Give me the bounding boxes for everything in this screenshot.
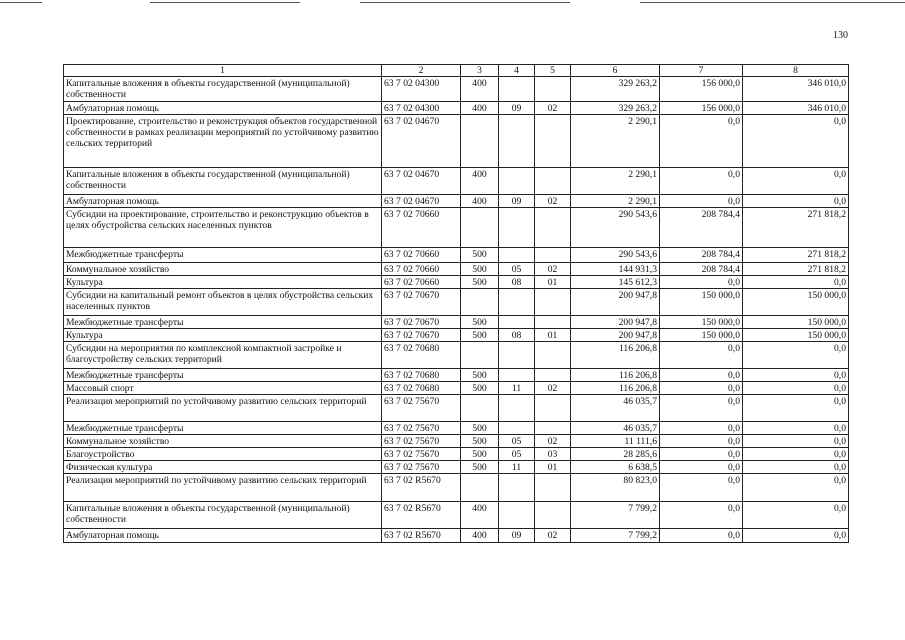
row-code: 63 7 02 04670 (382, 115, 461, 168)
row-code: 63 7 02 04300 (382, 102, 461, 115)
row-col4: 05 (499, 448, 535, 461)
row-col5 (535, 395, 571, 422)
row-col8-value: 346 010,0 (743, 102, 849, 115)
row-col3 (461, 474, 499, 502)
row-col7-value: 0,0 (660, 474, 743, 502)
table-row (64, 395, 849, 422)
row-col6-value: 6 638,5 (571, 461, 660, 474)
row-col7-value: 150 000,0 (660, 316, 743, 329)
row-col7-value: 156 000,0 (660, 102, 743, 115)
row-col8-value: 0,0 (743, 369, 849, 382)
row-col3: 400 (461, 77, 499, 102)
page-number: 130 (833, 30, 848, 41)
table-row (64, 502, 849, 529)
row-col8-value: 0,0 (743, 435, 849, 448)
row-name: Массовый спорт (64, 382, 382, 395)
row-col5 (535, 248, 571, 263)
row-col4: 09 (499, 195, 535, 208)
row-name: Капитальные вложения в объекты государственной (муниципальной) собственности (64, 168, 382, 195)
row-code: 63 7 02 70660 (382, 208, 461, 248)
table-row (64, 329, 849, 342)
header-cell: 5 (535, 65, 571, 77)
row-name: Культура (64, 329, 382, 342)
row-col7-value: 150 000,0 (660, 289, 743, 316)
row-col6-value: 145 612,3 (571, 276, 660, 289)
row-col4 (499, 342, 535, 369)
row-col4 (499, 168, 535, 195)
row-col5: 02 (535, 382, 571, 395)
row-col6-value: 200 947,8 (571, 289, 660, 316)
row-code: 63 7 02 70680 (382, 342, 461, 369)
table-row (64, 195, 849, 208)
row-col7-value: 0,0 (660, 502, 743, 529)
row-code: 63 7 02 70660 (382, 248, 461, 263)
row-col5: 02 (535, 263, 571, 276)
row-col8-value: 346 010,0 (743, 77, 849, 102)
row-col3: 500 (461, 422, 499, 435)
row-col6-value: 116 206,8 (571, 342, 660, 369)
row-name: Межбюджетные трансферты (64, 248, 382, 263)
row-col4 (499, 474, 535, 502)
row-col4: 08 (499, 276, 535, 289)
row-col4 (499, 395, 535, 422)
row-code: 63 7 02 75670 (382, 448, 461, 461)
row-col8-value: 271 818,2 (743, 263, 849, 276)
row-col4: 11 (499, 382, 535, 395)
row-col8-value: 0,0 (743, 382, 849, 395)
row-col4: 05 (499, 263, 535, 276)
row-col6-value: 28 285,6 (571, 448, 660, 461)
header-cell: 4 (499, 65, 535, 77)
row-col6-value: 290 543,6 (571, 208, 660, 248)
row-col4 (499, 502, 535, 529)
row-code: 63 7 02 75670 (382, 435, 461, 448)
row-code: 63 7 02 75670 (382, 422, 461, 435)
row-col6-value: 46 035,7 (571, 422, 660, 435)
row-col8-value: 0,0 (743, 422, 849, 435)
row-col8-value: 0,0 (743, 276, 849, 289)
row-col7-value: 0,0 (660, 422, 743, 435)
row-col3 (461, 208, 499, 248)
row-name: Культура (64, 276, 382, 289)
row-col8-value: 0,0 (743, 502, 849, 529)
row-col3: 500 (461, 276, 499, 289)
table-row (64, 529, 849, 543)
row-col8-value: 0,0 (743, 474, 849, 502)
row-col4 (499, 316, 535, 329)
row-col4: 09 (499, 529, 535, 543)
row-col5 (535, 77, 571, 102)
row-col4 (499, 369, 535, 382)
header-cell: 2 (382, 65, 461, 77)
header-cell: 6 (571, 65, 660, 77)
row-code: 63 7 02 R5670 (382, 502, 461, 529)
top-rule-right (640, 2, 905, 3)
row-name: Амбулаторная помощь (64, 102, 382, 115)
header-cell: 8 (743, 65, 849, 77)
row-col8-value: 271 818,2 (743, 248, 849, 263)
row-col5 (535, 502, 571, 529)
table-row (64, 461, 849, 474)
table-row (64, 102, 849, 115)
row-col7-value: 156 000,0 (660, 77, 743, 102)
row-col8-value: 0,0 (743, 342, 849, 369)
table-row (64, 422, 849, 435)
row-col6-value: 200 947,8 (571, 316, 660, 329)
row-col7-value: 150 000,0 (660, 329, 743, 342)
row-col5: 02 (535, 195, 571, 208)
row-name: Физическая культура (64, 461, 382, 474)
row-col7-value: 208 784,4 (660, 263, 743, 276)
row-col6-value: 290 543,6 (571, 248, 660, 263)
row-code: 63 7 02 R5670 (382, 529, 461, 543)
top-rule-left (0, 2, 42, 3)
row-code: 63 7 02 R5670 (382, 474, 461, 502)
row-col4 (499, 208, 535, 248)
header-cell: 7 (660, 65, 743, 77)
row-col7-value: 0,0 (660, 168, 743, 195)
row-col6-value: 200 947,8 (571, 329, 660, 342)
row-col7-value: 0,0 (660, 435, 743, 448)
row-code: 63 7 02 70680 (382, 382, 461, 395)
row-col4: 09 (499, 102, 535, 115)
row-code: 63 7 02 70670 (382, 289, 461, 316)
table-row (64, 382, 849, 395)
row-name: Коммунальное хозяйство (64, 435, 382, 448)
row-col6-value: 116 206,8 (571, 382, 660, 395)
top-rule-center-left (150, 2, 300, 3)
row-col6-value: 11 111,6 (571, 435, 660, 448)
row-col5 (535, 422, 571, 435)
row-col8-value: 0,0 (743, 168, 849, 195)
row-col6-value: 7 799,2 (571, 529, 660, 543)
row-col7-value: 0,0 (660, 342, 743, 369)
row-name: Коммунальное хозяйство (64, 263, 382, 276)
row-col5: 02 (535, 529, 571, 543)
row-col6-value: 2 290,1 (571, 195, 660, 208)
row-col5 (535, 168, 571, 195)
row-col4: 11 (499, 461, 535, 474)
row-code: 63 7 02 75670 (382, 461, 461, 474)
row-col8-value: 0,0 (743, 448, 849, 461)
row-name: Субсидии на проектирование, строительство и реконструкцию объектов в целях обустройства сельских населенных пунктов (64, 208, 382, 248)
row-code: 63 7 02 75670 (382, 395, 461, 422)
row-col5: 01 (535, 461, 571, 474)
row-col8-value: 271 818,2 (743, 208, 849, 248)
row-col7-value: 0,0 (660, 369, 743, 382)
row-col4: 08 (499, 329, 535, 342)
row-col3: 500 (461, 382, 499, 395)
row-col5 (535, 316, 571, 329)
table-row (64, 168, 849, 195)
row-col5: 01 (535, 329, 571, 342)
row-col5 (535, 342, 571, 369)
table-row (64, 248, 849, 263)
row-col4 (499, 248, 535, 263)
row-col5: 02 (535, 435, 571, 448)
row-col3: 500 (461, 263, 499, 276)
row-col8-value: 0,0 (743, 529, 849, 543)
row-name: Амбулаторная помощь (64, 195, 382, 208)
table-row (64, 77, 849, 102)
header-row (64, 65, 849, 77)
row-col7-value: 208 784,4 (660, 248, 743, 263)
table-row (64, 342, 849, 369)
row-col4: 05 (499, 435, 535, 448)
row-col5 (535, 369, 571, 382)
row-name: Межбюджетные трансферты (64, 316, 382, 329)
row-col5 (535, 208, 571, 248)
row-col5 (535, 115, 571, 168)
row-col6-value: 116 206,8 (571, 369, 660, 382)
table-row (64, 115, 849, 168)
row-code: 63 7 02 70660 (382, 263, 461, 276)
row-name: Проектирование, строительство и реконструкция объектов государственной собственности в рамках реализации мероприятий по устойчивому развитию сельских территорий (64, 115, 382, 168)
row-col7-value: 208 784,4 (660, 208, 743, 248)
row-name: Капитальные вложения в объекты государственной (муниципальной) собственности (64, 77, 382, 102)
row-col7-value: 0,0 (660, 395, 743, 422)
row-code: 63 7 02 04670 (382, 168, 461, 195)
row-col7-value: 0,0 (660, 448, 743, 461)
row-col8-value: 0,0 (743, 395, 849, 422)
row-col5 (535, 289, 571, 316)
row-col3: 500 (461, 461, 499, 474)
budget-table (63, 64, 849, 543)
row-name: Амбулаторная помощь (64, 529, 382, 543)
row-name: Субсидии на капитальный ремонт объектов в целях обустройства сельских населенных пунктов (64, 289, 382, 316)
row-col7-value: 0,0 (660, 461, 743, 474)
row-code: 63 7 02 70680 (382, 369, 461, 382)
row-col3: 500 (461, 248, 499, 263)
table-row (64, 276, 849, 289)
row-col6-value: 46 035,7 (571, 395, 660, 422)
row-col5: 02 (535, 102, 571, 115)
row-col5: 01 (535, 276, 571, 289)
row-code: 63 7 02 70660 (382, 276, 461, 289)
table-row (64, 448, 849, 461)
row-col3 (461, 115, 499, 168)
row-col4 (499, 77, 535, 102)
header-cell: 3 (461, 65, 499, 77)
row-name: Реализация мероприятий по устойчивому развитию сельских территорий (64, 395, 382, 422)
row-code: 63 7 02 70670 (382, 329, 461, 342)
row-col8-value: 150 000,0 (743, 289, 849, 316)
row-col6-value: 2 290,1 (571, 168, 660, 195)
row-col7-value: 0,0 (660, 382, 743, 395)
row-col3 (461, 342, 499, 369)
row-col3: 400 (461, 502, 499, 529)
row-col6-value: 144 931,3 (571, 263, 660, 276)
row-name: Благоустройство (64, 448, 382, 461)
row-col3: 500 (461, 369, 499, 382)
row-col6-value: 329 263,2 (571, 77, 660, 102)
row-name: Субсидии на мероприятия по комплексной компактной застройке и благоустройству сельских территорий (64, 342, 382, 369)
row-col4 (499, 289, 535, 316)
row-col8-value: 0,0 (743, 195, 849, 208)
row-col8-value: 150 000,0 (743, 329, 849, 342)
row-col8-value: 150 000,0 (743, 316, 849, 329)
table-row (64, 474, 849, 502)
row-name: Реализация мероприятий по устойчивому развитию сельских территорий (64, 474, 382, 502)
row-code: 63 7 02 04300 (382, 77, 461, 102)
table-row (64, 369, 849, 382)
row-col7-value: 0,0 (660, 276, 743, 289)
row-col5: 03 (535, 448, 571, 461)
row-name: Капитальные вложения в объекты государственной (муниципальной) собственности (64, 502, 382, 529)
header-cell: 1 (64, 65, 382, 77)
row-col3: 400 (461, 102, 499, 115)
row-col3: 400 (461, 168, 499, 195)
row-col6-value: 2 290,1 (571, 115, 660, 168)
row-col7-value: 0,0 (660, 529, 743, 543)
row-col3 (461, 289, 499, 316)
table-row (64, 435, 849, 448)
table-row (64, 208, 849, 248)
row-col6-value: 329 263,2 (571, 102, 660, 115)
row-col6-value: 7 799,2 (571, 502, 660, 529)
row-col8-value: 0,0 (743, 115, 849, 168)
row-name: Межбюджетные трансферты (64, 369, 382, 382)
row-col3 (461, 395, 499, 422)
table-row (64, 289, 849, 316)
row-col3: 500 (461, 329, 499, 342)
row-col6-value: 80 823,0 (571, 474, 660, 502)
row-code: 63 7 02 04670 (382, 195, 461, 208)
row-name: Межбюджетные трансферты (64, 422, 382, 435)
row-code: 63 7 02 70670 (382, 316, 461, 329)
row-col8-value: 0,0 (743, 461, 849, 474)
row-col3: 400 (461, 529, 499, 543)
row-col3: 400 (461, 195, 499, 208)
row-col4 (499, 422, 535, 435)
row-col4 (499, 115, 535, 168)
table-row (64, 263, 849, 276)
table-row (64, 316, 849, 329)
row-col3: 500 (461, 435, 499, 448)
row-col7-value: 0,0 (660, 115, 743, 168)
row-col3: 500 (461, 316, 499, 329)
top-rule-center (360, 2, 570, 3)
row-col3: 500 (461, 448, 499, 461)
row-col5 (535, 474, 571, 502)
row-col7-value: 0,0 (660, 195, 743, 208)
